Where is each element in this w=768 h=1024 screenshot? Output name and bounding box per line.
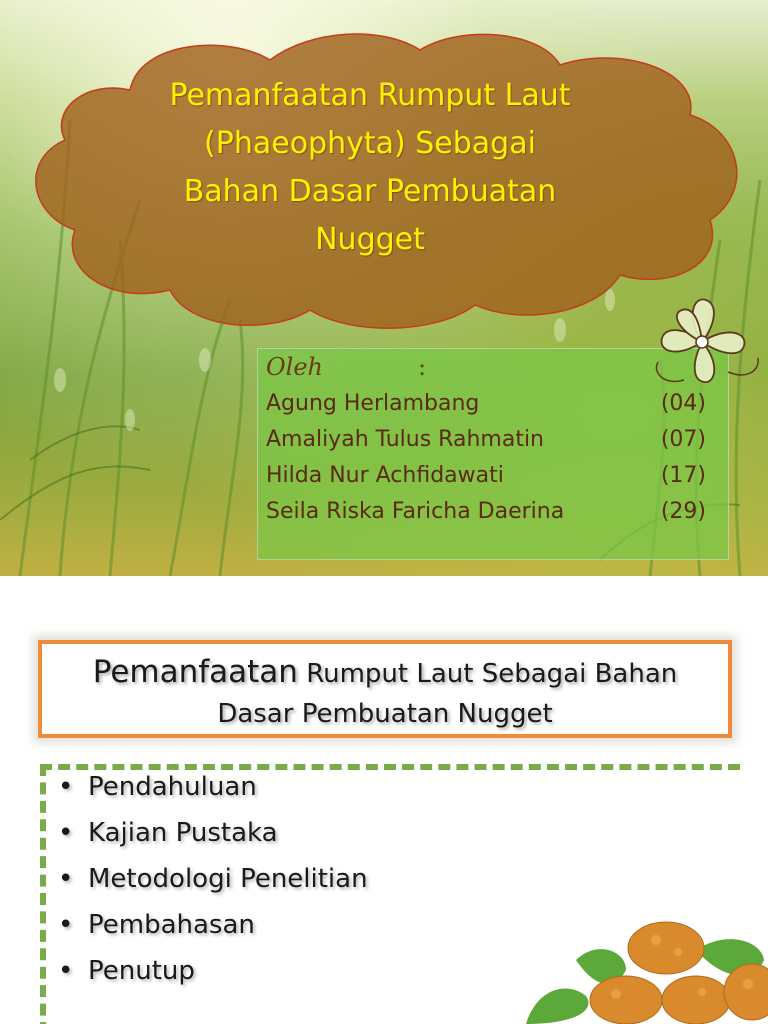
title-line: Nugget xyxy=(315,222,425,257)
agenda-label: Penutup xyxy=(88,956,195,986)
agenda-item xyxy=(58,910,255,950)
title-line: Pemanfaatan Rumput Laut xyxy=(169,78,571,113)
slide-2-title xyxy=(42,652,728,734)
slide-2-title-box xyxy=(38,640,732,738)
slide-2 xyxy=(0,592,768,1024)
by-label: Oleh xyxy=(266,353,324,381)
author-number: (29) xyxy=(660,499,706,524)
title-line: Bahan Dasar Pembuatan xyxy=(183,174,557,209)
author-number: (04) xyxy=(660,391,706,416)
slide-1-title xyxy=(120,72,620,264)
title-word: Pemanfaatan xyxy=(92,654,298,690)
agenda-item xyxy=(58,956,195,996)
agenda-item xyxy=(58,864,368,904)
author-number: (07) xyxy=(660,427,706,452)
nugget-food-icon xyxy=(516,900,768,1024)
author-name: Agung Herlambang xyxy=(266,391,480,416)
author-row xyxy=(266,427,706,463)
agenda-item xyxy=(58,818,278,858)
author-name: Hilda Nur Achfidawati xyxy=(266,463,504,488)
title-text: Rumput Laut Sebagai Bahan xyxy=(297,659,678,689)
author-number: (17) xyxy=(660,463,706,488)
author-name: Seila Riska Faricha Daerina xyxy=(266,499,565,524)
author-row xyxy=(266,391,706,427)
author-row xyxy=(266,499,706,535)
title-line-2: Dasar Pembuatan Nugget xyxy=(217,699,553,729)
author-name: Amaliyah Tulus Rahmatin xyxy=(266,427,544,452)
agenda-label: Kajian Pustaka xyxy=(88,818,278,848)
by-colon: : xyxy=(418,353,427,381)
agenda-label: Pendahuluan xyxy=(88,772,257,802)
author-row xyxy=(266,463,706,499)
agenda-item xyxy=(58,772,257,812)
agenda-label: Metodologi Penelitian xyxy=(88,864,368,894)
agenda-label: Pembahasan xyxy=(88,910,255,940)
bullet-icon: • xyxy=(58,864,74,894)
bullet-icon: • xyxy=(58,956,74,986)
title-line: (Phaeophyta) Sebagai xyxy=(204,126,536,161)
bullet-icon: • xyxy=(58,772,74,802)
flower-icon xyxy=(644,292,762,392)
title-line-1 xyxy=(42,652,728,694)
bullet-icon: • xyxy=(58,818,74,848)
bullet-icon: • xyxy=(58,910,74,940)
